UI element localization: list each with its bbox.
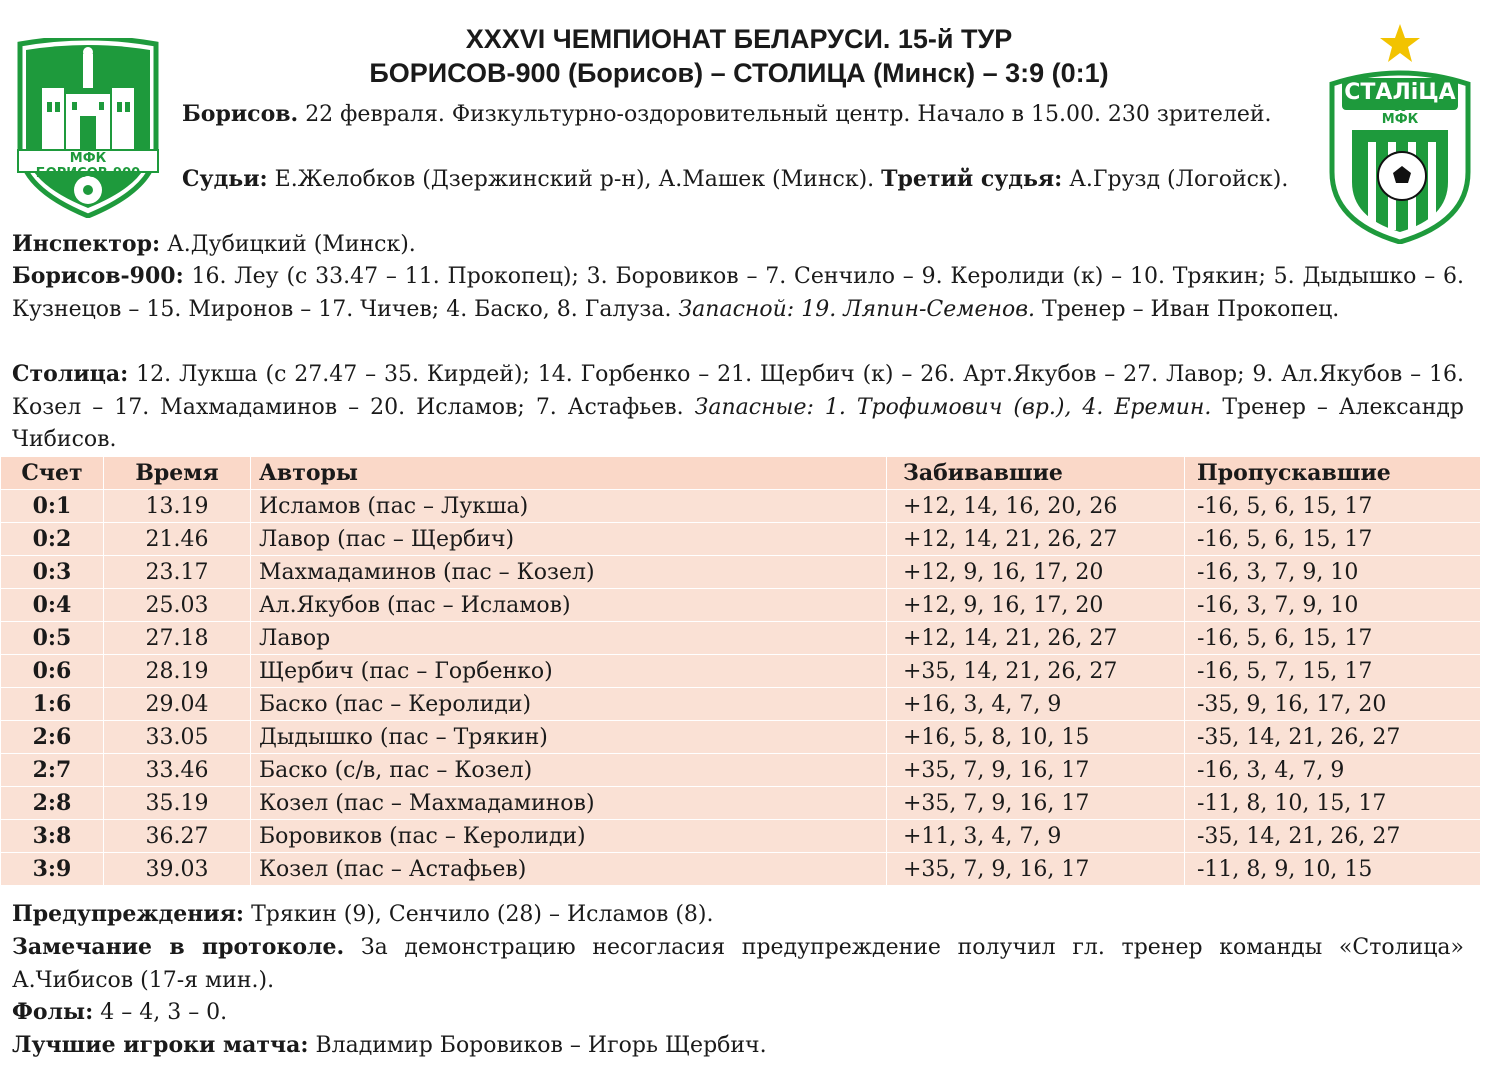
conceders-cell: -16, 5, 6, 15, 17 bbox=[1185, 622, 1481, 655]
authors-cell: Махмадаминов (пас – Козел) bbox=[251, 556, 887, 589]
score-cell: 0:5 bbox=[1, 622, 104, 655]
authors-cell: Лавор bbox=[251, 622, 887, 655]
conceders-cell: -35, 14, 21, 26, 27 bbox=[1185, 721, 1481, 754]
fouls-label: Фолы: bbox=[12, 999, 94, 1025]
away-team-paragraph bbox=[12, 358, 1464, 457]
inspector-text: А.Дубицкий (Минск). bbox=[167, 232, 416, 257]
inspector-paragraph bbox=[12, 228, 1464, 262]
stalitsa-logo-text: СТАЛіЦА bbox=[1344, 80, 1456, 105]
scorers-cell: +16, 3, 4, 7, 9 bbox=[887, 688, 1185, 721]
time-cell: 21.46 bbox=[104, 523, 251, 556]
star-icon bbox=[1380, 24, 1420, 62]
conceders-cell: -11, 8, 9, 10, 15 bbox=[1185, 853, 1481, 886]
time-cell: 33.05 bbox=[104, 721, 251, 754]
table-row bbox=[1, 556, 1481, 589]
conceders-cell: -35, 14, 21, 26, 27 bbox=[1185, 820, 1481, 853]
warnings-text: Трякин (9), Сенчило (28) – Исламов (8). bbox=[251, 902, 714, 927]
table-row bbox=[1, 490, 1481, 523]
away-team-lineup: 12. Лукша (с 27.47 – 35. Кирдей); 14. Горбенко – 21. Щербич (к) – 26. Арт.Якубов – 27. Лавор; 9. Ал.Якубов – 16. Козел – 17. Махмадаминов – 20. Исламов; 7. Астафьев. bbox=[12, 362, 1464, 420]
scorers-cell: +11, 3, 4, 7, 9 bbox=[887, 820, 1185, 853]
table-row bbox=[1, 820, 1481, 853]
referees-label: Судьи: bbox=[182, 166, 268, 192]
borisov-900-logo-text: МФК БОРИСОВ-900 bbox=[35, 151, 141, 181]
third-referee-text: А.Грузд (Логойск). bbox=[1069, 167, 1289, 192]
authors-cell: Боровиков (пас – Керолиди) bbox=[251, 820, 887, 853]
scorers-cell: +12, 14, 16, 20, 26 bbox=[887, 490, 1185, 523]
conceders-cell: -16, 3, 4, 7, 9 bbox=[1185, 754, 1481, 787]
time-cell: 23.17 bbox=[104, 556, 251, 589]
authors-cell: Дыдышко (пас – Трякин) bbox=[251, 721, 887, 754]
fouls-paragraph bbox=[12, 996, 1464, 1030]
scorers-cell: +35, 7, 9, 16, 17 bbox=[887, 787, 1185, 820]
home-team-label: Борисов-900: bbox=[12, 263, 184, 289]
score-cell: 2:8 bbox=[1, 787, 104, 820]
home-team-coach: Тренер – Иван Прокопец. bbox=[1042, 296, 1340, 322]
venue-text: 22 февраля. Физкультурно-оздоровительный центр. Начало в 15.00. 230 зрителей. bbox=[305, 102, 1272, 127]
borisov-900-logo bbox=[14, 38, 162, 218]
authors-cell: Лавор (пас – Щербич) bbox=[251, 523, 887, 556]
score-cell: 1:6 bbox=[1, 688, 104, 721]
match-title bbox=[180, 22, 1298, 90]
championship-title: XXXVI ЧЕМПИОНАТ БЕЛАРУСИ. 15-й ТУР bbox=[465, 24, 1013, 54]
table-row bbox=[1, 853, 1481, 886]
scorers-cell: +12, 14, 21, 26, 27 bbox=[887, 622, 1185, 655]
header-score: Счет bbox=[1, 457, 104, 490]
table-row bbox=[1, 622, 1481, 655]
time-cell: 13.19 bbox=[104, 490, 251, 523]
stalitsa-logo bbox=[1322, 22, 1478, 244]
time-cell: 39.03 bbox=[104, 853, 251, 886]
table-row bbox=[1, 655, 1481, 688]
time-cell: 28.19 bbox=[104, 655, 251, 688]
table-row bbox=[1, 523, 1481, 556]
header-conceders-on-court: Пропускавшие bbox=[1185, 457, 1481, 490]
venue-paragraph bbox=[182, 98, 1298, 132]
table-row bbox=[1, 754, 1481, 787]
authors-cell: Козел (пас – Махмадаминов) bbox=[251, 787, 887, 820]
header-authors: Авторы bbox=[251, 457, 887, 490]
match-score-title: БОРИСОВ-900 (Борисов) – СТОЛИЦА (Минск) – 3:9 (0:1) bbox=[369, 58, 1109, 88]
scorers-cell: +12, 9, 16, 17, 20 bbox=[887, 589, 1185, 622]
conceders-cell: -35, 9, 16, 17, 20 bbox=[1185, 688, 1481, 721]
score-cell: 3:8 bbox=[1, 820, 104, 853]
score-cell: 0:3 bbox=[1, 556, 104, 589]
score-cell: 0:6 bbox=[1, 655, 104, 688]
remark-text: За демонстрацию несогласия предупреждение получил гл. тренер команды «Столица» А.Чибисов (17-я мин.). bbox=[12, 935, 1464, 993]
table-row bbox=[1, 787, 1481, 820]
best-players-text: Владимир Боровиков – Игорь Щербич. bbox=[315, 1033, 767, 1058]
header-scorers-on-court: Забивавшие bbox=[887, 457, 1185, 490]
time-cell: 29.04 bbox=[104, 688, 251, 721]
home-team-lineup: 16. Леу (с 33.47 – 11. Прокопец); 3. Боровиков – 7. Сенчило – 9. Керолиди (к) – 10. Трякин; 5. Дыдышко – 6. Кузнецов – 15. Миронов – 17. Чичев; 4. Баско, 8. Галуза. bbox=[12, 264, 1464, 322]
time-cell: 27.18 bbox=[104, 622, 251, 655]
score-cell: 0:2 bbox=[1, 523, 104, 556]
away-team-subs: Запасные: 1. Трофимович (вр.), 4. Еремин. bbox=[694, 394, 1212, 420]
score-cell: 0:4 bbox=[1, 589, 104, 622]
away-team-label: Столица: bbox=[12, 361, 129, 387]
table-row bbox=[1, 589, 1481, 622]
header-time: Время bbox=[104, 457, 251, 490]
time-cell: 36.27 bbox=[104, 820, 251, 853]
scorers-cell: +16, 5, 8, 10, 15 bbox=[887, 721, 1185, 754]
score-cell: 2:7 bbox=[1, 754, 104, 787]
remark-paragraph bbox=[12, 931, 1464, 997]
authors-cell: Баско (с/в, пас – Козел) bbox=[251, 754, 887, 787]
table-row bbox=[1, 721, 1481, 754]
score-cell: 3:9 bbox=[1, 853, 104, 886]
referees-text: Е.Желобков (Дзержинский р-н), А.Машек (Минск). bbox=[274, 167, 875, 192]
score-cell: 2:6 bbox=[1, 721, 104, 754]
remark-label: Замечание в протоколе. bbox=[12, 934, 345, 960]
authors-cell: Баско (пас – Керолиди) bbox=[251, 688, 887, 721]
warnings-paragraph bbox=[12, 898, 1464, 932]
inspector-label: Инспектор: bbox=[12, 231, 161, 257]
authors-cell: Ал.Якубов (пас – Исламов) bbox=[251, 589, 887, 622]
warnings-label: Предупреждения: bbox=[12, 901, 245, 927]
scorers-cell: +12, 14, 21, 26, 27 bbox=[887, 523, 1185, 556]
scorers-cell: +35, 14, 21, 26, 27 bbox=[887, 655, 1185, 688]
conceders-cell: -16, 5, 6, 15, 17 bbox=[1185, 523, 1481, 556]
conceders-cell: -11, 8, 10, 15, 17 bbox=[1185, 787, 1481, 820]
goals-table bbox=[0, 456, 1481, 886]
home-team-paragraph bbox=[12, 260, 1464, 326]
fouls-text: 4 – 4, 3 – 0. bbox=[100, 1000, 228, 1025]
venue-city: Борисов. bbox=[182, 101, 299, 127]
authors-cell: Козел (пас – Астафьев) bbox=[251, 853, 887, 886]
conceders-cell: -16, 3, 7, 9, 10 bbox=[1185, 589, 1481, 622]
away-team-coach: Тренер – Александр Чибисов. bbox=[12, 394, 1464, 452]
time-cell: 35.19 bbox=[104, 787, 251, 820]
third-referee-label: Третий судья: bbox=[881, 166, 1063, 192]
authors-cell: Исламов (пас – Лукша) bbox=[251, 490, 887, 523]
conceders-cell: -16, 5, 7, 15, 17 bbox=[1185, 655, 1481, 688]
scorers-cell: +12, 9, 16, 17, 20 bbox=[887, 556, 1185, 589]
best-players-label: Лучшие игроки матча: bbox=[12, 1032, 309, 1058]
conceders-cell: -16, 3, 7, 9, 10 bbox=[1185, 556, 1481, 589]
home-team-subs: Запасной: 19. Ляпин-Семенов. bbox=[678, 296, 1036, 322]
stalitsa-logo-sub: МФК bbox=[1381, 112, 1419, 127]
score-cell: 0:1 bbox=[1, 490, 104, 523]
time-cell: 25.03 bbox=[104, 589, 251, 622]
goals-table-header bbox=[1, 457, 1481, 490]
stalitsa-logo-sc: SC bbox=[1394, 104, 1406, 113]
referees-paragraph bbox=[182, 163, 1298, 197]
scorers-cell: +35, 7, 9, 16, 17 bbox=[887, 754, 1185, 787]
authors-cell: Щербич (пас – Горбенко) bbox=[251, 655, 887, 688]
table-row bbox=[1, 688, 1481, 721]
conceders-cell: -16, 5, 6, 15, 17 bbox=[1185, 490, 1481, 523]
scorers-cell: +35, 7, 9, 16, 17 bbox=[887, 853, 1185, 886]
best-players-paragraph bbox=[12, 1029, 1464, 1063]
time-cell: 33.46 bbox=[104, 754, 251, 787]
